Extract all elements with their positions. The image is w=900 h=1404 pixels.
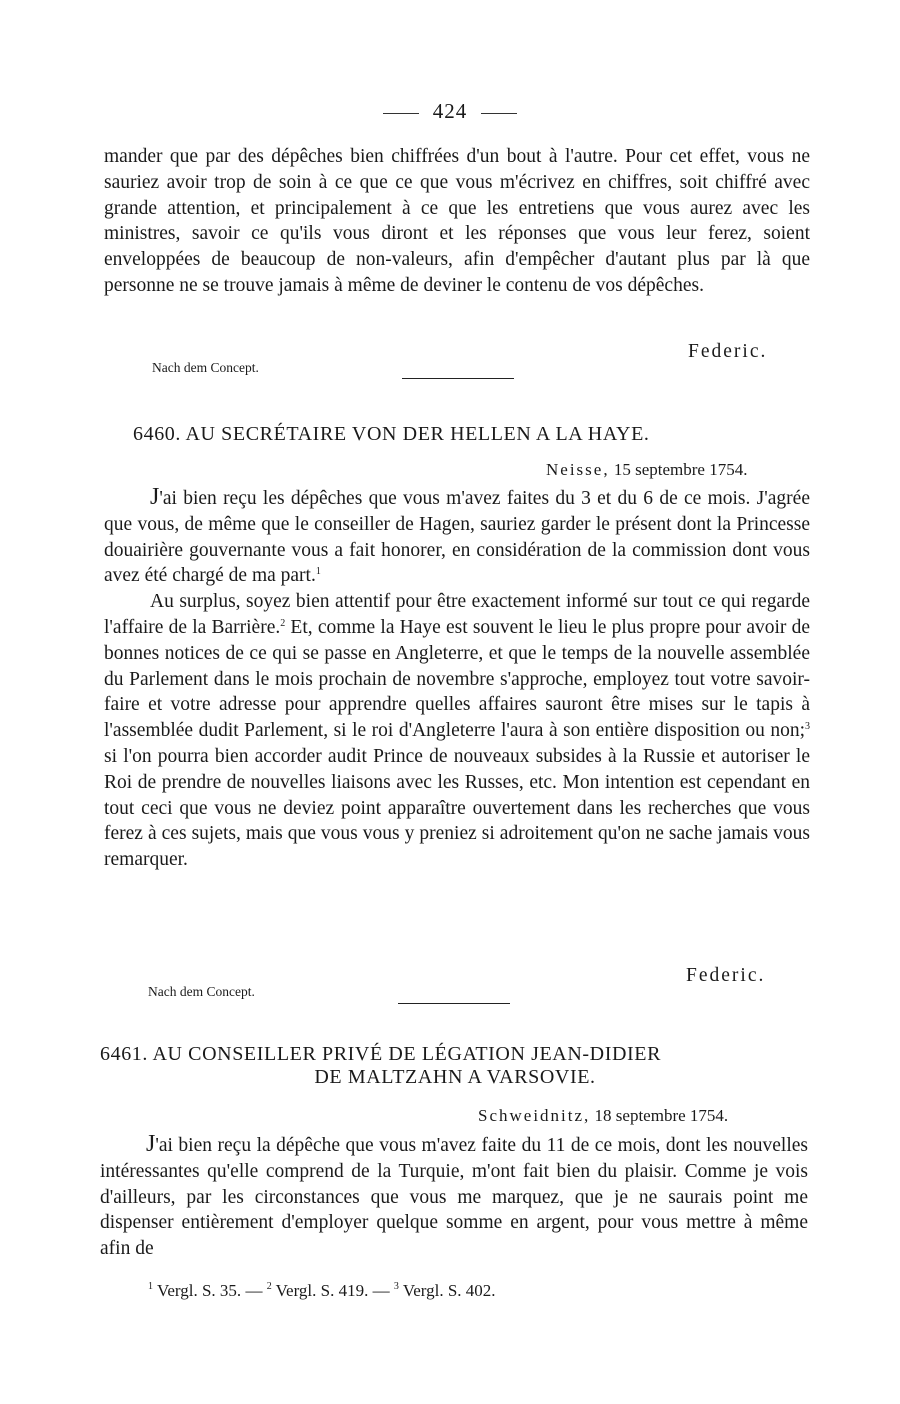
letter-paragraph (104, 485, 810, 589)
paragraph-text: si l'on pourra bien accorder audit Prince de nouveaux subsides à la Russie et autoriser le Roi de prendre de nouvelles liaisons avec les Russes, etc. Mon intention est cependant en tout ceci que vous ne deviez point apparaître ouvertement dans les recherches que vous ferez à ces sujets, mais que vous vous y preniez si adroitement qu'on ne sache jamais vous remarquer. (104, 745, 810, 871)
signature: Federic. (688, 341, 768, 362)
dateline-place: Schweidnitz, (478, 1106, 591, 1125)
signature: Federic. (686, 965, 766, 986)
dateline-date: 18 septembre 1754. (594, 1106, 729, 1125)
previous-letter-body (104, 144, 810, 299)
dateline-date: 15 septembre 1754. (613, 460, 748, 479)
dateline-place: Neisse, (546, 460, 610, 479)
footnote-text: Vergl. S. 402. (402, 1281, 496, 1300)
heading-line: 6461. AU CONSEILLER PRIVÉ DE LÉGATION JEAN-DIDIER (100, 1043, 662, 1065)
paragraph-text: 'ai bien reçu la dépêche que vous m'avez faite du 11 de ce mois, dont les nouvelles intéressantes qu'elle comprend de la Turquie, m'ont fait bien du plaisir. Comme je vois d'ailleurs, par les circonstances que vous me marquez, que je ne saurais point me dispenser entièrement d'employer quelque somme en argent, pour vous mettre à même afin de (100, 1135, 808, 1260)
page-number-dash-left (383, 113, 419, 114)
page-number-text: 424 (432, 99, 468, 123)
footnote-text: Vergl. S. 35. (156, 1281, 242, 1300)
section-divider (402, 378, 514, 379)
letter-6460-body (104, 485, 810, 873)
paragraph-text: Et, comme la Haye est souvent le lieu le plus propre pour avoir de bonnes notices de ce qui se passe en Angleterre, et que le temps de la nouvelle assemblée du Parlement dans le mois prochain de novembre s'approche, employez tout votre savoir-faire et votre adresse pour apprendre quelles affaires sauront être mises sur le tapis à l'assemblée dudit Parlement, si le roi d'Angleterre l'aura à son entière disposition ou non; (104, 616, 810, 742)
footnote-ref: 2 (280, 617, 286, 629)
footnote-text: Vergl. S. 419. (275, 1281, 369, 1300)
letter-heading: 6460. AU SECRÉTAIRE VON DER HELLEN A LA HAYE. (133, 423, 650, 445)
source-note: Nach dem Concept. (152, 360, 259, 375)
footnote-number: 3 (393, 1281, 399, 1292)
footnote-ref: 1 (315, 566, 321, 578)
initial-letter: J (146, 1131, 156, 1157)
footnote-separator: — (372, 1281, 390, 1300)
footnote-ref: 3 (805, 721, 810, 733)
previous-letter-paragraph: mander que par des dépêches bien chiffrées d'un bout à l'autre. Pour cet effet, vous ne sauriez avoir trop de soin à ce que ce que vous m'écrivez en chiffres, soit chiffré avec grande attention, et principalement à ce que les entretiens que vous aurez avec les ministres, savoir ce qu'ils vous diront et les réponses que vous leur ferez, soient enveloppées de beaucoup de non-valeurs, afin d'empêcher d'autant plus par là que personne ne se trouve jamais à même de deviner le contenu de vos dépêches. (104, 146, 810, 296)
dateline (478, 1106, 728, 1126)
source-note: Nach dem Concept. (148, 984, 255, 999)
heading-line: DE MALTZAHN A VARSOVIE. (314, 1066, 596, 1088)
footnote-number: 2 (266, 1281, 272, 1292)
page-number-dash-right (481, 113, 517, 114)
letter-heading (100, 1043, 810, 1089)
paragraph-text: Au surplus, soyez bien attentif pour être exactement informé sur tout ce qui regarde l'affaire de la Barrière. (104, 591, 810, 638)
letter-6461-body (100, 1132, 808, 1262)
footnotes (148, 1281, 496, 1301)
initial-letter: J (150, 484, 160, 510)
dateline (546, 460, 747, 480)
letter-paragraph (100, 1132, 808, 1262)
footnote-number: 1 (148, 1281, 153, 1292)
letter-paragraph (104, 589, 810, 873)
section-divider (398, 1003, 510, 1004)
paragraph-text: 'ai bien reçu les dépêches que vous m'avez faites du 3 et du 6 de ce mois. J'agrée que vous, de même que le conseiller de Hagen, sauriez garder le présent dont la Princesse douairière gouvernante vous a fait honorer, en considération de la commission dont vous avez été chargé de ma part. (104, 488, 810, 587)
footnote-separator: — (245, 1281, 263, 1300)
page-number (0, 99, 900, 124)
